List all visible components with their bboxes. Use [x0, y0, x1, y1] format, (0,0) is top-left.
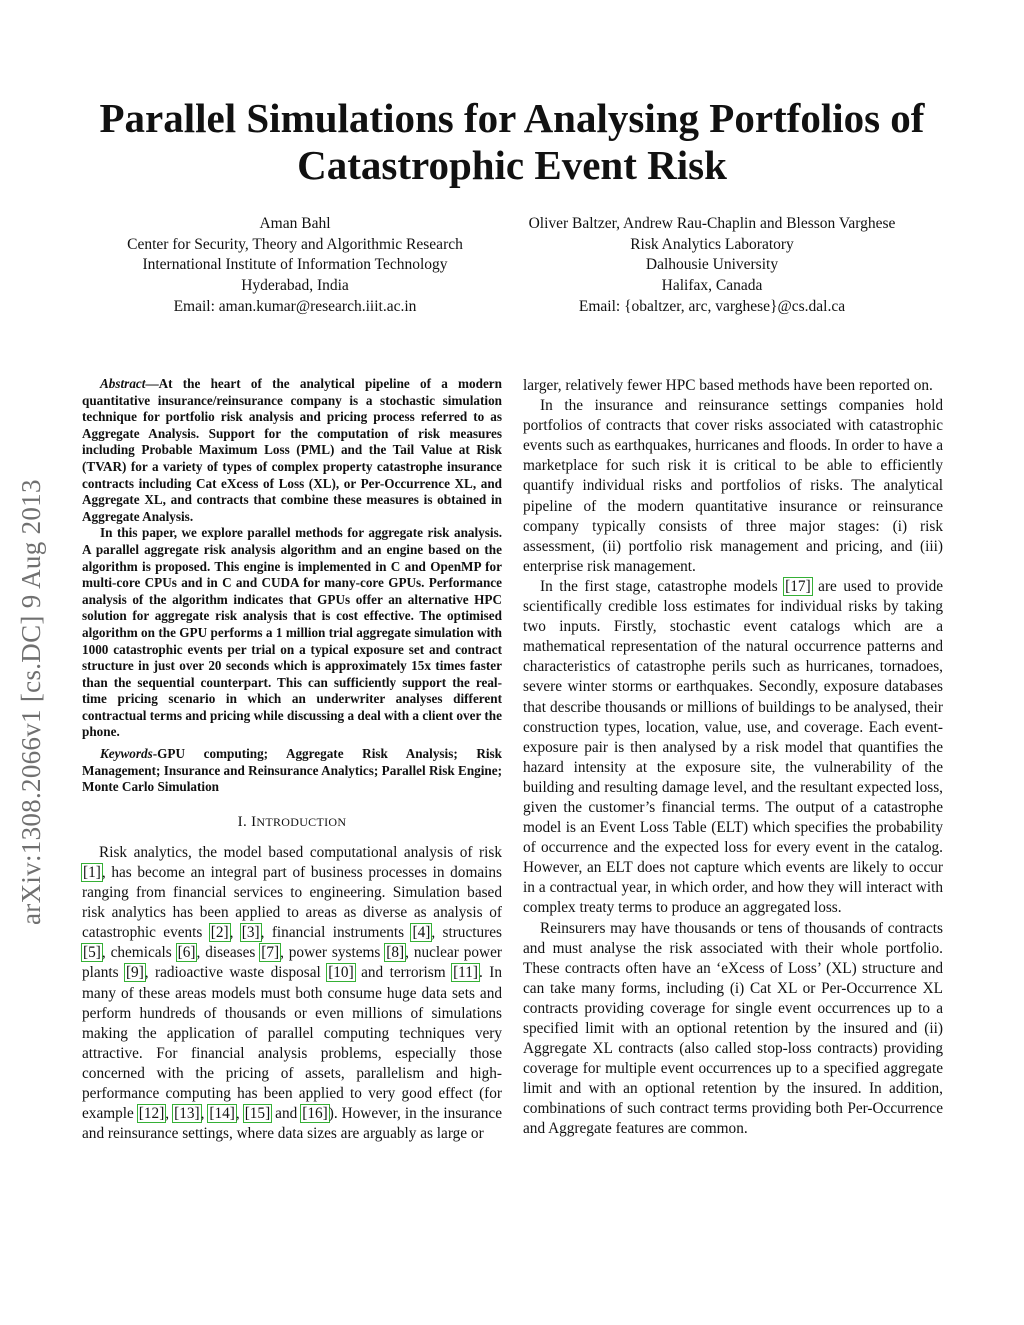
author-name: Aman Bahl [259, 215, 331, 232]
author-affiliation: Center for Security, Theory and Algorithmic Research [127, 235, 463, 253]
intro-text-right [523, 376, 943, 1140]
paragraph: larger, relatively fewer HPC based methods have been reported on. [523, 377, 933, 394]
author-institution: Dalhousie University [645, 256, 779, 274]
author-email: Email: {obaltzer, arc, varghese}@cs.dal.ca [578, 297, 846, 315]
citation-link[interactable]: [14] [209, 1105, 235, 1123]
author-location: Halifax, Canada [661, 277, 763, 295]
keywords-text: -GPU computing; Aggregate Risk Analysis; Risk Management; Insurance and Reinsurance Analytics; Parallel Risk Engine; Monte Carlo Simulation [82, 746, 502, 795]
author-institution: International Institute of Information Technology [142, 256, 448, 274]
citation-link[interactable]: [11] [453, 964, 478, 982]
author-affiliation: Risk Analytics Laboratory [630, 235, 794, 253]
abstract-paragraph [82, 376, 502, 525]
section-number: I. [237, 813, 248, 830]
abstract [82, 376, 502, 741]
author-block-1 [95, 214, 495, 318]
arxiv-sidebar [16, 365, 60, 925]
paragraph: Risk analytics, the model based computational analysis of risk [1], has become an integral part of business processes in domains ranging from financial services to engineering. Simulation based risk analytics has been applied to areas as diverse as analysis of catastrophic events [2], [3], financial instruments [4], structures [5], chemicals [6], diseases [7], power systems [8], nuclear power plants [9], radioactive waste disposal [10] and terrorism [11]. In many of these areas models must both consume huge data sets and perform hundreds of thousands or even millions of simulations making the application of parallel computing techniques very attractive. For financial analysis problems, especially those concerned with the pricing of assets, parallelism and high-performance computing has been applied to very good effect (for example [12], [13], [14], [15] and [16]). However, in the insurance and reinsurance settings, where data sizes are arguably as large or [82, 843, 502, 1143]
author-name: Oliver Baltzer, Andrew Rau-Chaplin and Blesson Varghese [528, 215, 896, 232]
citation-link[interactable]: [4] [412, 924, 431, 942]
keywords-label: Keywords [100, 746, 153, 762]
right-column [523, 376, 943, 1140]
abstract-text: —At the heart of the analytical pipeline of a modern quantitative insurance/reinsurance company is a stochastic simulation technique for portfolio risk analysis and pricing process referred to as Aggregate Analysis. Support for the computation of risk measures including Probable Maximum Loss (PML) and the Tail Value at Risk (TVAR) for a variety of types of complex property catastrophe insurance contracts including Cat eXcess of Loss (XL), or Per-Occurrence XL, and Aggregate XL, and contracts that combine these measures is obtained in Aggregate Analysis. [82, 376, 502, 524]
citation-link[interactable]: [1] [83, 863, 101, 881]
section-heading [82, 814, 502, 831]
citation-link[interactable]: [10] [328, 964, 354, 982]
citation-link[interactable]: [8] [386, 944, 405, 962]
citation-link[interactable]: [16] [302, 1105, 328, 1123]
citation-link[interactable]: [15] [244, 1105, 271, 1123]
abstract-label: Abstract [100, 376, 146, 391]
citation-link[interactable]: [6] [177, 944, 196, 962]
author-email: Email: aman.kumar@research.iiit.ac.in [173, 297, 417, 315]
author-block-2 [500, 214, 924, 318]
author-location: Hyderabad, India [241, 277, 349, 295]
citation-link[interactable]: [12] [138, 1105, 165, 1123]
citation-link[interactable]: [9] [125, 964, 144, 982]
section-initial: I [251, 813, 257, 830]
citation-link[interactable]: [13] [174, 1105, 200, 1123]
left-column [82, 376, 502, 1144]
intro-text-left [82, 843, 502, 1144]
citation-link[interactable]: [17] [785, 577, 811, 595]
citation-link[interactable]: [7] [261, 944, 280, 962]
paragraph: In the insurance and reinsurance settings companies hold portfolios of contracts that cover risks associated with catastrophic events such as earthquakes, hurricanes and floods. In order to have a marketplace for such risk it is critical to be able to efficiently quantify individual risks and portfolios of risks. The analytical pipeline of the modern quantitative insurance or reinsurance company typically consists of three major stages: (i) risk assessment, (ii) portfolio risk management and pricing, and (iii) enterprise risk management. [523, 397, 943, 575]
paragraph: Reinsurers may have thousands or tens of thousands of contracts and must analyse the risk associated with their whole portfolio. These contracts often have an ‘eXcess of Loss’ (XL) structure and can take many forms, including (i) Cat XL or Per-Occurrence XL contracts providing coverage for single event occurrences up to a specified limit with an optional retention by the insured and (ii) Aggregate XL contracts (also called stop-loss contracts) providing coverage for multiple event occurrences up to a specified aggregate limit and with an optional retention by the insured. In addition, combinations of such contract terms providing both Per-Occurrence and Aggregate features are common. [523, 919, 943, 1138]
keywords [82, 746, 502, 796]
paragraph: In the first stage, catastrophe models [17] are used to provide scientifically credible loss estimates for individual risks by taking two inputs. Firstly, stochastic event catalogs which are a mathematical representation of the natural occurrence patterns and characteristics of catastrophe perils such as hurricanes, tornadoes, severe winter storms or earthquakes. Secondly, exposure databases that describe thousands or millions of buildings to be analysed, their construction types, location, value, use, and coverage. Each event-exposure pair is then analysed by a risk model that quantifies the hazard intensity at the exposure site, the vulnerability of the building and resulting damage level, and the resultant expected loss, given the customer’s financial terms. The output of a catastrophe model is an Event Loss Table (ELT) which specifies the probability of occurrence and the expected loss for every event in the catalog. However, an ELT does not capture which events are likely to occur in a contractual year, in which order, and how they will interact with complex treaty terms to produce an aggregated loss. [523, 577, 944, 917]
section-title: NTRODUCTION [256, 814, 347, 829]
abstract-paragraph: In this paper, we explore parallel methods for aggregate risk analysis. A parallel aggregate risk analysis algorithm and an engine based on the algorithm is proposed. This engine is implemented in C and OpenMP for multi-core CPUs and in C and CUDA for many-core GPUs. Performance analysis of the algorithm indicates that GPUs offer an alternative HPC solution for aggregate risk analysis that is cost effective. The optimised algorithm on the GPU performs a 1 million trial aggregate simulation with 1000 catastrophic events per trial on a typical exposure set and contract structure in just over 20 seconds which is approximately 15x times faster than the sequential counterpart. This can sufficiently support the real-time pricing scenario in which an underwriter analyses different contractual terms and pricing while discussing a deal with a client over the phone. [82, 525, 502, 740]
paper-title: Parallel Simulations for Analysing Portfolios of Catastrophic Event Risk [99, 95, 925, 188]
citation-link[interactable]: [5] [83, 944, 101, 962]
arxiv-identifier: arXiv:1308.2066v1 [cs.DC] 9 Aug 2013 [16, 479, 46, 925]
citation-link[interactable]: [2] [210, 924, 229, 942]
citation-link[interactable]: [3] [241, 924, 260, 942]
